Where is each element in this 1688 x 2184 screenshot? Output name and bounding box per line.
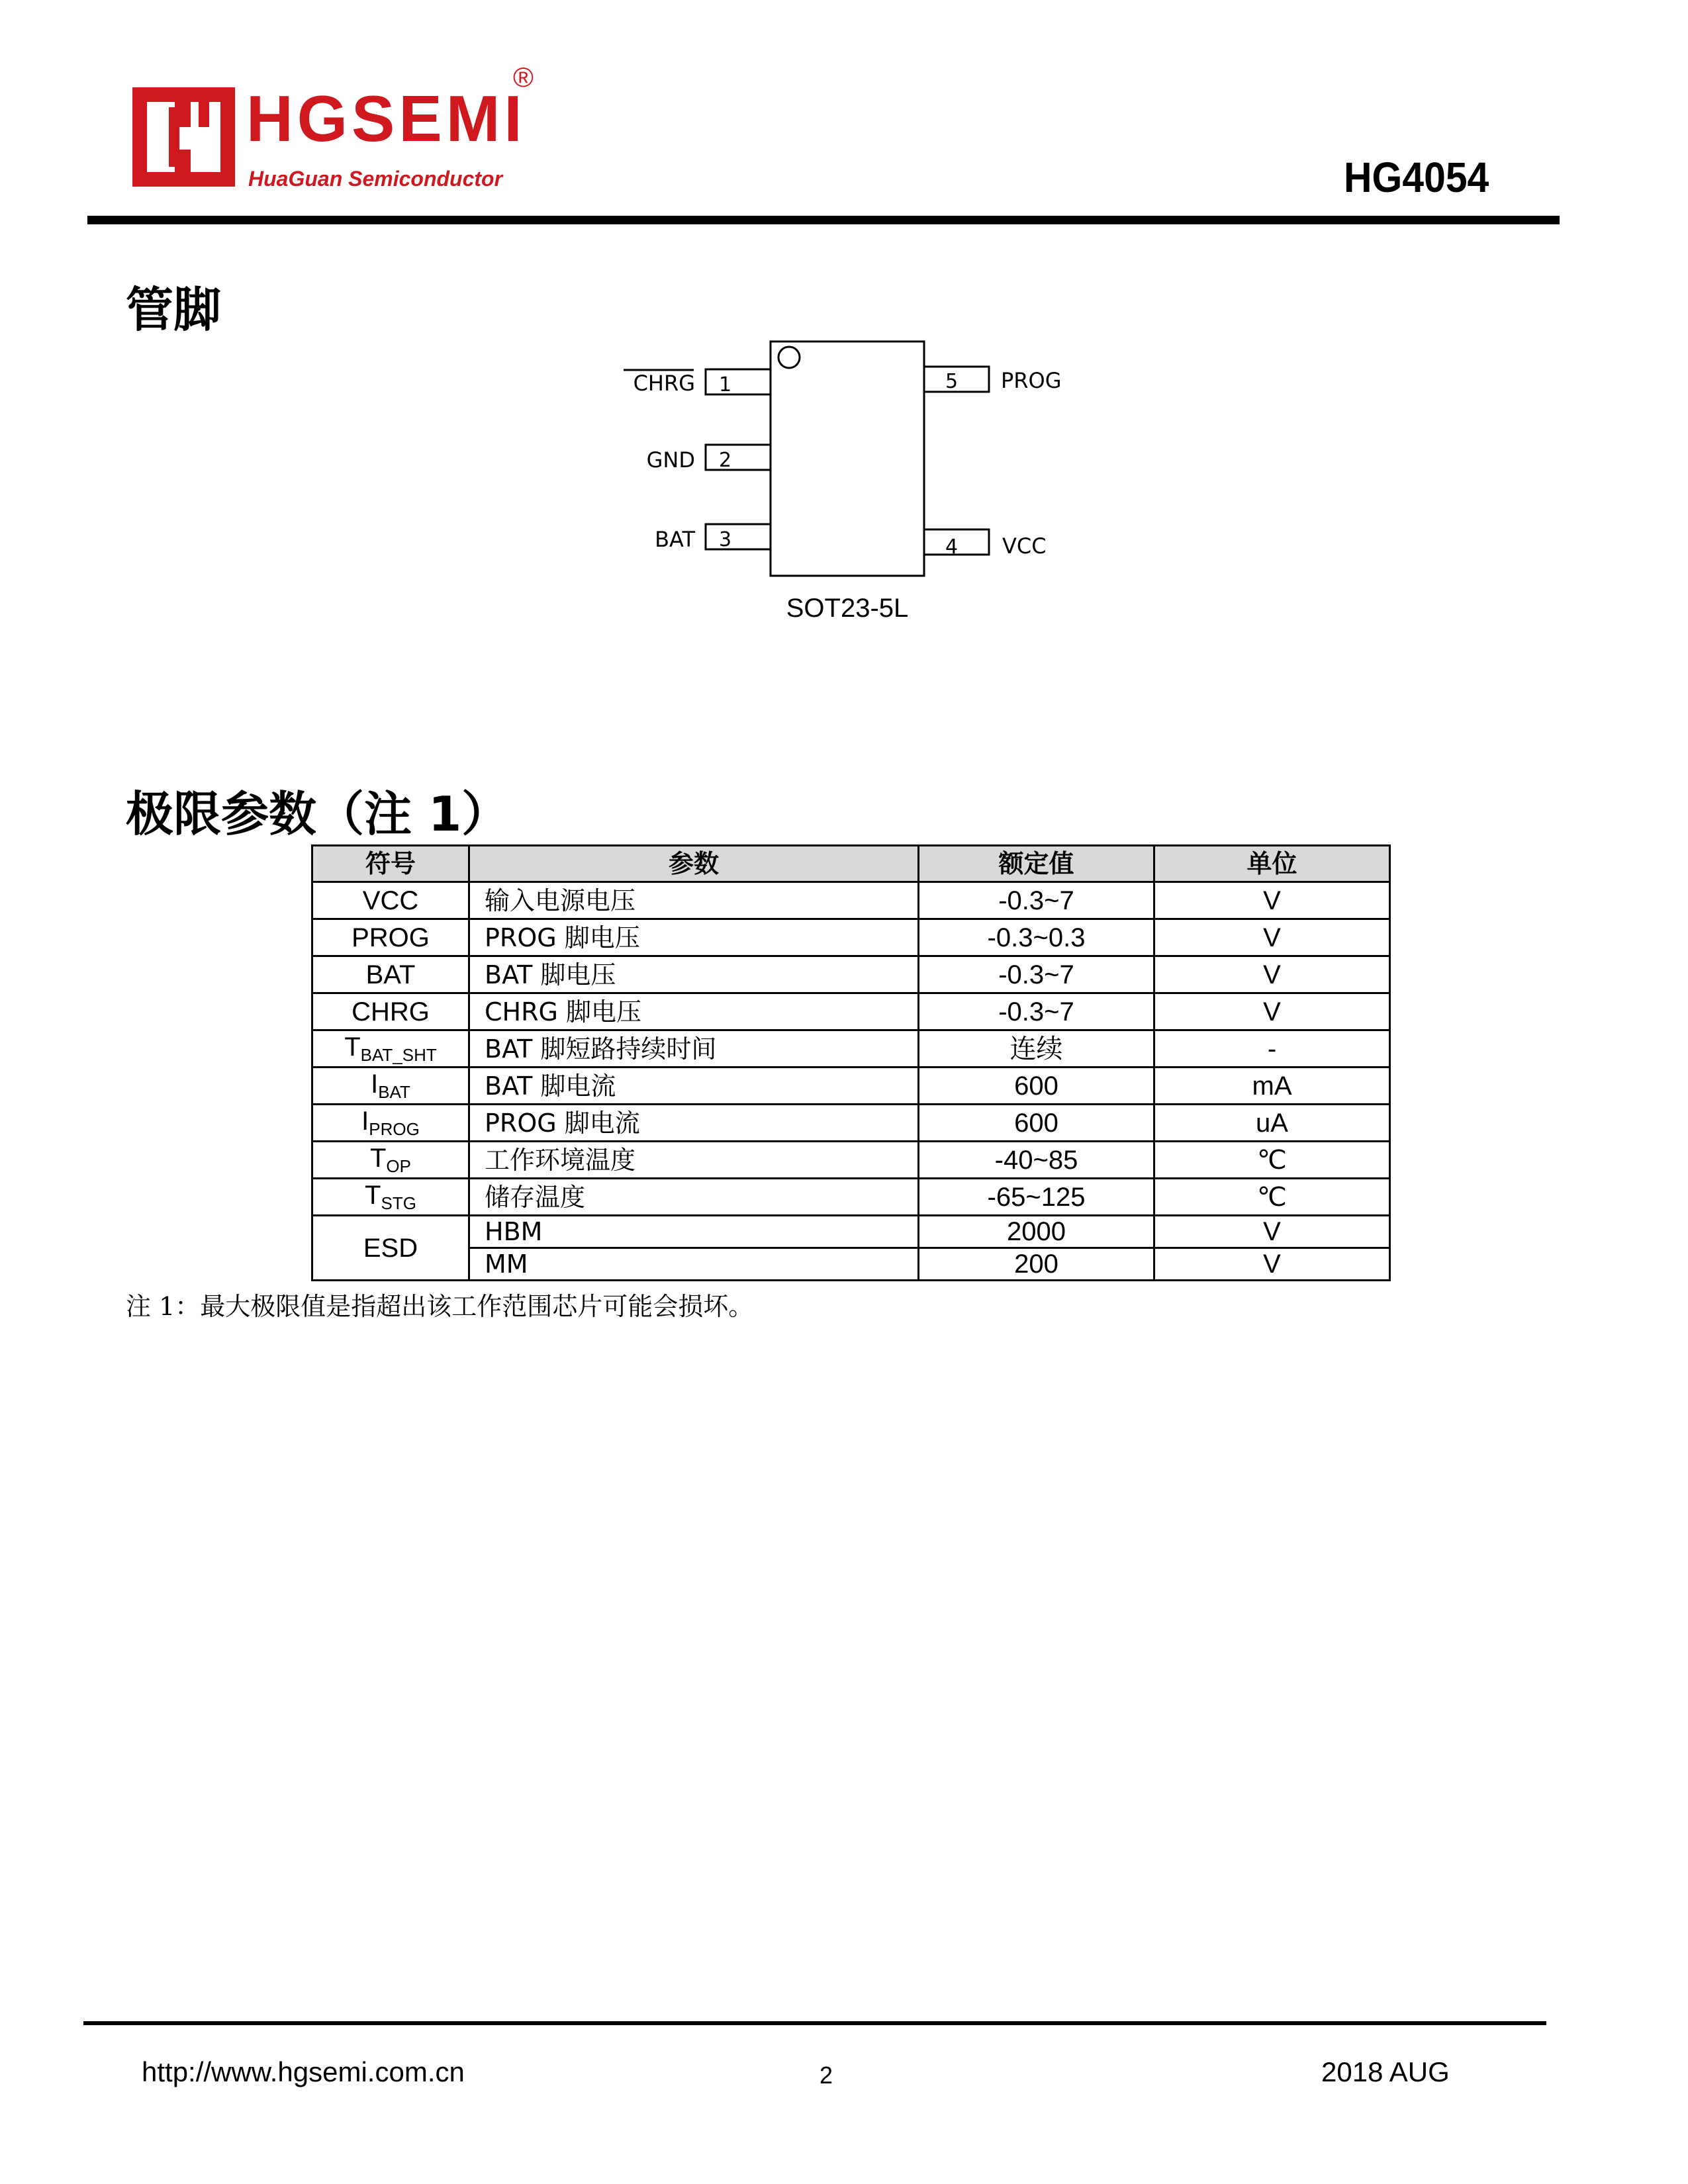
symbol-text: I xyxy=(361,1107,369,1136)
cell-rating: 2000 xyxy=(919,1216,1154,1248)
footer-divider xyxy=(83,2021,1546,2025)
pin-5-name: PROG xyxy=(1001,368,1062,393)
pin-2-name: GND xyxy=(646,447,695,473)
cell-unit: ℃ xyxy=(1154,1179,1390,1216)
cell-parameter: PROG 脚电流 xyxy=(469,1105,919,1142)
symbol-text: VCC xyxy=(362,886,419,915)
cell-parameter: MM xyxy=(469,1248,919,1281)
symbol-subscript: OP xyxy=(386,1156,411,1176)
cell-symbol: ESD xyxy=(312,1216,469,1281)
pin-1-name: CHRG xyxy=(633,371,695,396)
table-header-row xyxy=(312,846,1390,882)
cell-unit: V xyxy=(1154,1216,1390,1248)
cell-symbol xyxy=(312,1030,469,1068)
symbol-text: BAT xyxy=(365,960,416,989)
cell-unit: V xyxy=(1154,882,1390,919)
pin-4-name: VCC xyxy=(1002,533,1047,559)
cell-symbol xyxy=(312,1105,469,1142)
footer-url: http://www.hgsemi.com.cn xyxy=(142,2056,465,2087)
cell-rating: 连续 xyxy=(919,1030,1154,1068)
table-row xyxy=(312,1105,1390,1142)
cell-unit: uA xyxy=(1154,1105,1390,1142)
registered-mark: ® xyxy=(513,62,534,93)
table-row xyxy=(312,1030,1390,1068)
cell-rating: -40~85 xyxy=(919,1142,1154,1179)
table-row xyxy=(312,956,1390,993)
abs-max-table xyxy=(311,844,1391,1281)
symbol-subscript: BAT xyxy=(378,1082,410,1102)
col-header-rating: 额定值 xyxy=(919,846,1154,882)
pin-3-name: BAT xyxy=(655,527,695,552)
symbol-subscript: PROG xyxy=(369,1119,420,1139)
cell-unit: V xyxy=(1154,1248,1390,1281)
cell-symbol xyxy=(312,919,469,956)
logo-subtitle: HuaGuan Semiconductor xyxy=(248,167,503,191)
table-row xyxy=(312,1248,1390,1281)
col-header-unit: 单位 xyxy=(1154,846,1390,882)
symbol-subscript: BAT_SHT xyxy=(360,1045,437,1065)
cell-rating: -0.3~7 xyxy=(919,956,1154,993)
cell-rating: 200 xyxy=(919,1248,1154,1281)
table-row xyxy=(312,882,1390,919)
symbol-text: I xyxy=(371,1069,379,1099)
pin-1-number: 1 xyxy=(719,373,732,396)
cell-unit: mA xyxy=(1154,1068,1390,1105)
symbol-text: CHRG xyxy=(352,997,430,1026)
table-row xyxy=(312,993,1390,1030)
footer-date: 2018 AUG xyxy=(1321,2056,1450,2087)
logo-wordmark: HGSEMI xyxy=(246,82,526,155)
cell-symbol xyxy=(312,1179,469,1216)
pin1-marker xyxy=(778,347,800,368)
abs-max-heading: 极限参数（注 1） xyxy=(126,786,510,842)
cell-unit: - xyxy=(1154,1030,1390,1068)
cell-parameter: CHRG 脚电压 xyxy=(469,993,919,1030)
cell-rating: -0.3~7 xyxy=(919,993,1154,1030)
symbol-text: T xyxy=(344,1032,361,1062)
table-row xyxy=(312,919,1390,956)
col-header-parameter: 参数 xyxy=(469,846,919,882)
cell-unit: V xyxy=(1154,993,1390,1030)
table-body xyxy=(312,882,1390,1281)
symbol-subscript: STG xyxy=(381,1193,416,1213)
cell-parameter: 工作环境温度 xyxy=(469,1142,919,1179)
cell-parameter: PROG 脚电压 xyxy=(469,919,919,956)
pin-3-number: 3 xyxy=(719,528,732,551)
pin-diagram xyxy=(596,331,1099,642)
package-label: SOT23-5L xyxy=(786,594,909,623)
table-row xyxy=(312,1068,1390,1105)
cell-symbol xyxy=(312,956,469,993)
pin-5-number: 5 xyxy=(945,370,959,393)
symbol-text: PROG xyxy=(352,923,430,952)
header-divider xyxy=(87,216,1560,224)
cell-parameter: 储存温度 xyxy=(469,1179,919,1216)
chip-body xyxy=(771,341,924,576)
pin-4-number: 4 xyxy=(945,535,959,559)
col-header-symbol: 符号 xyxy=(312,846,469,882)
cell-parameter: BAT 脚电流 xyxy=(469,1068,919,1105)
cell-parameter: 输入电源电压 xyxy=(469,882,919,919)
pin-3 xyxy=(655,524,771,552)
cell-unit: V xyxy=(1154,919,1390,956)
footnote: 注 1：最大极限值是指超出该工作范围芯片可能会损坏。 xyxy=(126,1292,754,1321)
pin-1 xyxy=(624,369,771,396)
cell-unit: V xyxy=(1154,956,1390,993)
cell-rating: -65~125 xyxy=(919,1179,1154,1216)
pin-section-heading: 管脚 xyxy=(126,282,222,338)
pin-4 xyxy=(924,529,1047,559)
pin-5 xyxy=(924,367,1062,393)
table-row xyxy=(312,1216,1390,1248)
cell-parameter: BAT 脚短路持续时间 xyxy=(469,1030,919,1068)
pin-2 xyxy=(647,445,771,473)
cell-symbol xyxy=(312,1068,469,1105)
table-row xyxy=(312,1179,1390,1216)
cell-rating: -0.3~7 xyxy=(919,882,1154,919)
page-number: 2 xyxy=(820,2062,833,2089)
cell-symbol xyxy=(312,882,469,919)
pin-2-number: 2 xyxy=(719,449,732,472)
cell-parameter: BAT 脚电压 xyxy=(469,956,919,993)
cell-parameter: HBM xyxy=(469,1216,919,1248)
symbol-text: T xyxy=(369,1144,387,1173)
cell-rating: 600 xyxy=(919,1105,1154,1142)
cell-symbol xyxy=(312,1142,469,1179)
document-title: HG4054 xyxy=(1344,154,1489,201)
symbol-text: T xyxy=(365,1181,381,1210)
cell-rating: 600 xyxy=(919,1068,1154,1105)
table-row xyxy=(312,1142,1390,1179)
cell-symbol xyxy=(312,993,469,1030)
cell-unit: ℃ xyxy=(1154,1142,1390,1179)
cell-rating: -0.3~0.3 xyxy=(919,919,1154,956)
